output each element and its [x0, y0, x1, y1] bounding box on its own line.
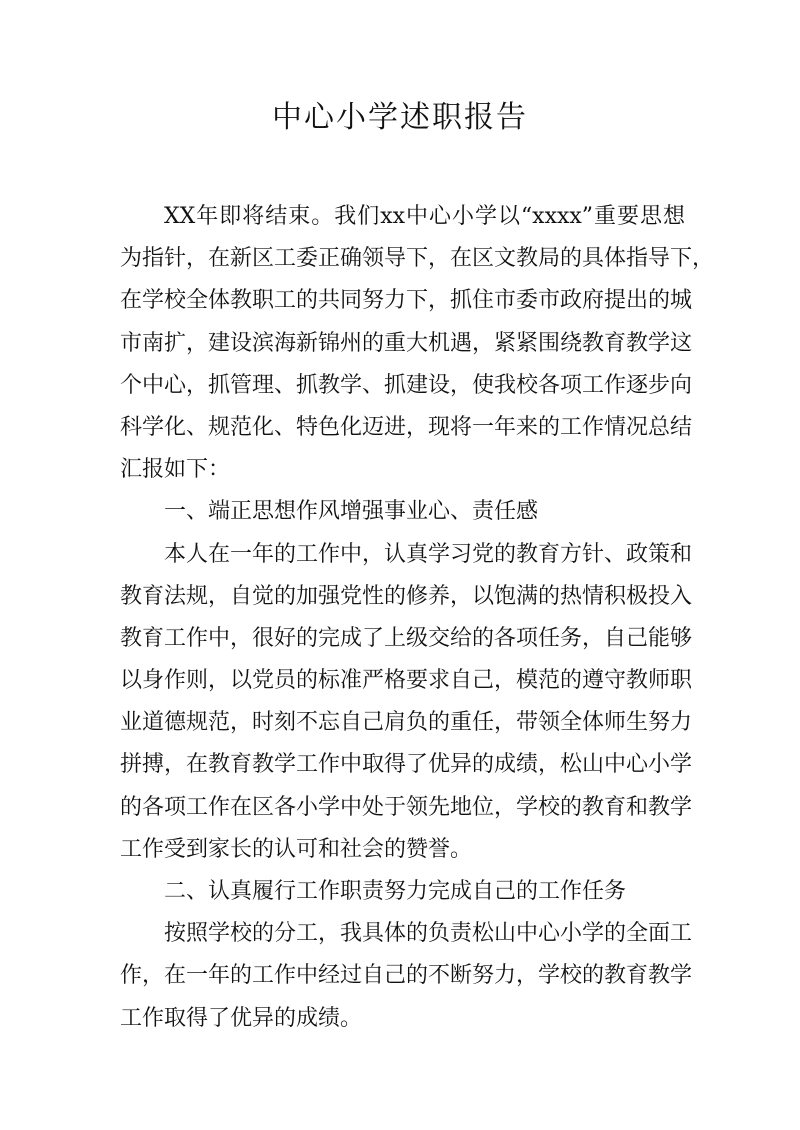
paragraph-line: 的各项工作在区各小学中处于领先地位，学校的教育和教学 — [120, 794, 693, 820]
paragraph-line: 以身作则，以党员的标准严格要求自己，模范的遵守教师职 — [120, 668, 693, 694]
paragraph-line: 教育法规，自觉的加强党性的修养，以饱满的热情积极投入 — [120, 583, 693, 609]
paragraph-line: 作，在一年的工作中经过自己的不断努力，学校的教育教学 — [120, 963, 693, 989]
paragraph-line: 个中心，抓管理、抓教学、抓建设，使我校各项工作逐步向 — [120, 372, 693, 398]
paragraph-line: 科学化、规范化、特色化迈进，现将一年来的工作情况总结 — [120, 414, 693, 440]
paragraph-line: 为指针，在新区工委正确领导下，在区文教局的具体指导下， — [120, 246, 715, 272]
paragraph-line: 按照学校的分工，我具体的负责松山中心小学的全面工 — [164, 921, 693, 947]
paragraph-line: 工作受到家长的认可和社会的赞誉。 — [120, 836, 473, 862]
section-heading: 一、端正思想作风增强事业心、责任感 — [164, 499, 539, 525]
paragraph-line: 教育工作中，很好的完成了上级交给的各项任务，自己能够 — [120, 625, 693, 651]
paragraph-line: 业道德规范，时刻不忘自己肩负的重任，带领全体师生努力 — [120, 710, 693, 736]
section-heading: 二、认真履行工作职责努力完成自己的工作任务 — [164, 879, 627, 904]
paragraph-line: XX年即将结束。我们xx中心小学以“xxxx”重要思想 — [164, 204, 685, 229]
paragraph-line: 市南扩，建设滨海新锦州的重大机遇，紧紧围绕教育教学这 — [120, 330, 693, 356]
paragraph-line: 工作取得了优异的成绩。 — [120, 1005, 363, 1031]
paragraph-line: 汇报如下： — [120, 457, 231, 483]
paragraph-line: 在学校全体教职工的共同努力下，抓住市委市政府提出的城 — [120, 288, 693, 314]
paragraph-line: 拼搏，在教育教学工作中取得了优异的成绩，松山中心小学 — [120, 752, 693, 778]
document-body — [120, 196, 715, 1040]
paragraph-line: 本人在一年的工作中，认真学习党的教育方针、政策和 — [164, 541, 693, 567]
document-title: 中心小学述职报告 — [272, 100, 528, 135]
